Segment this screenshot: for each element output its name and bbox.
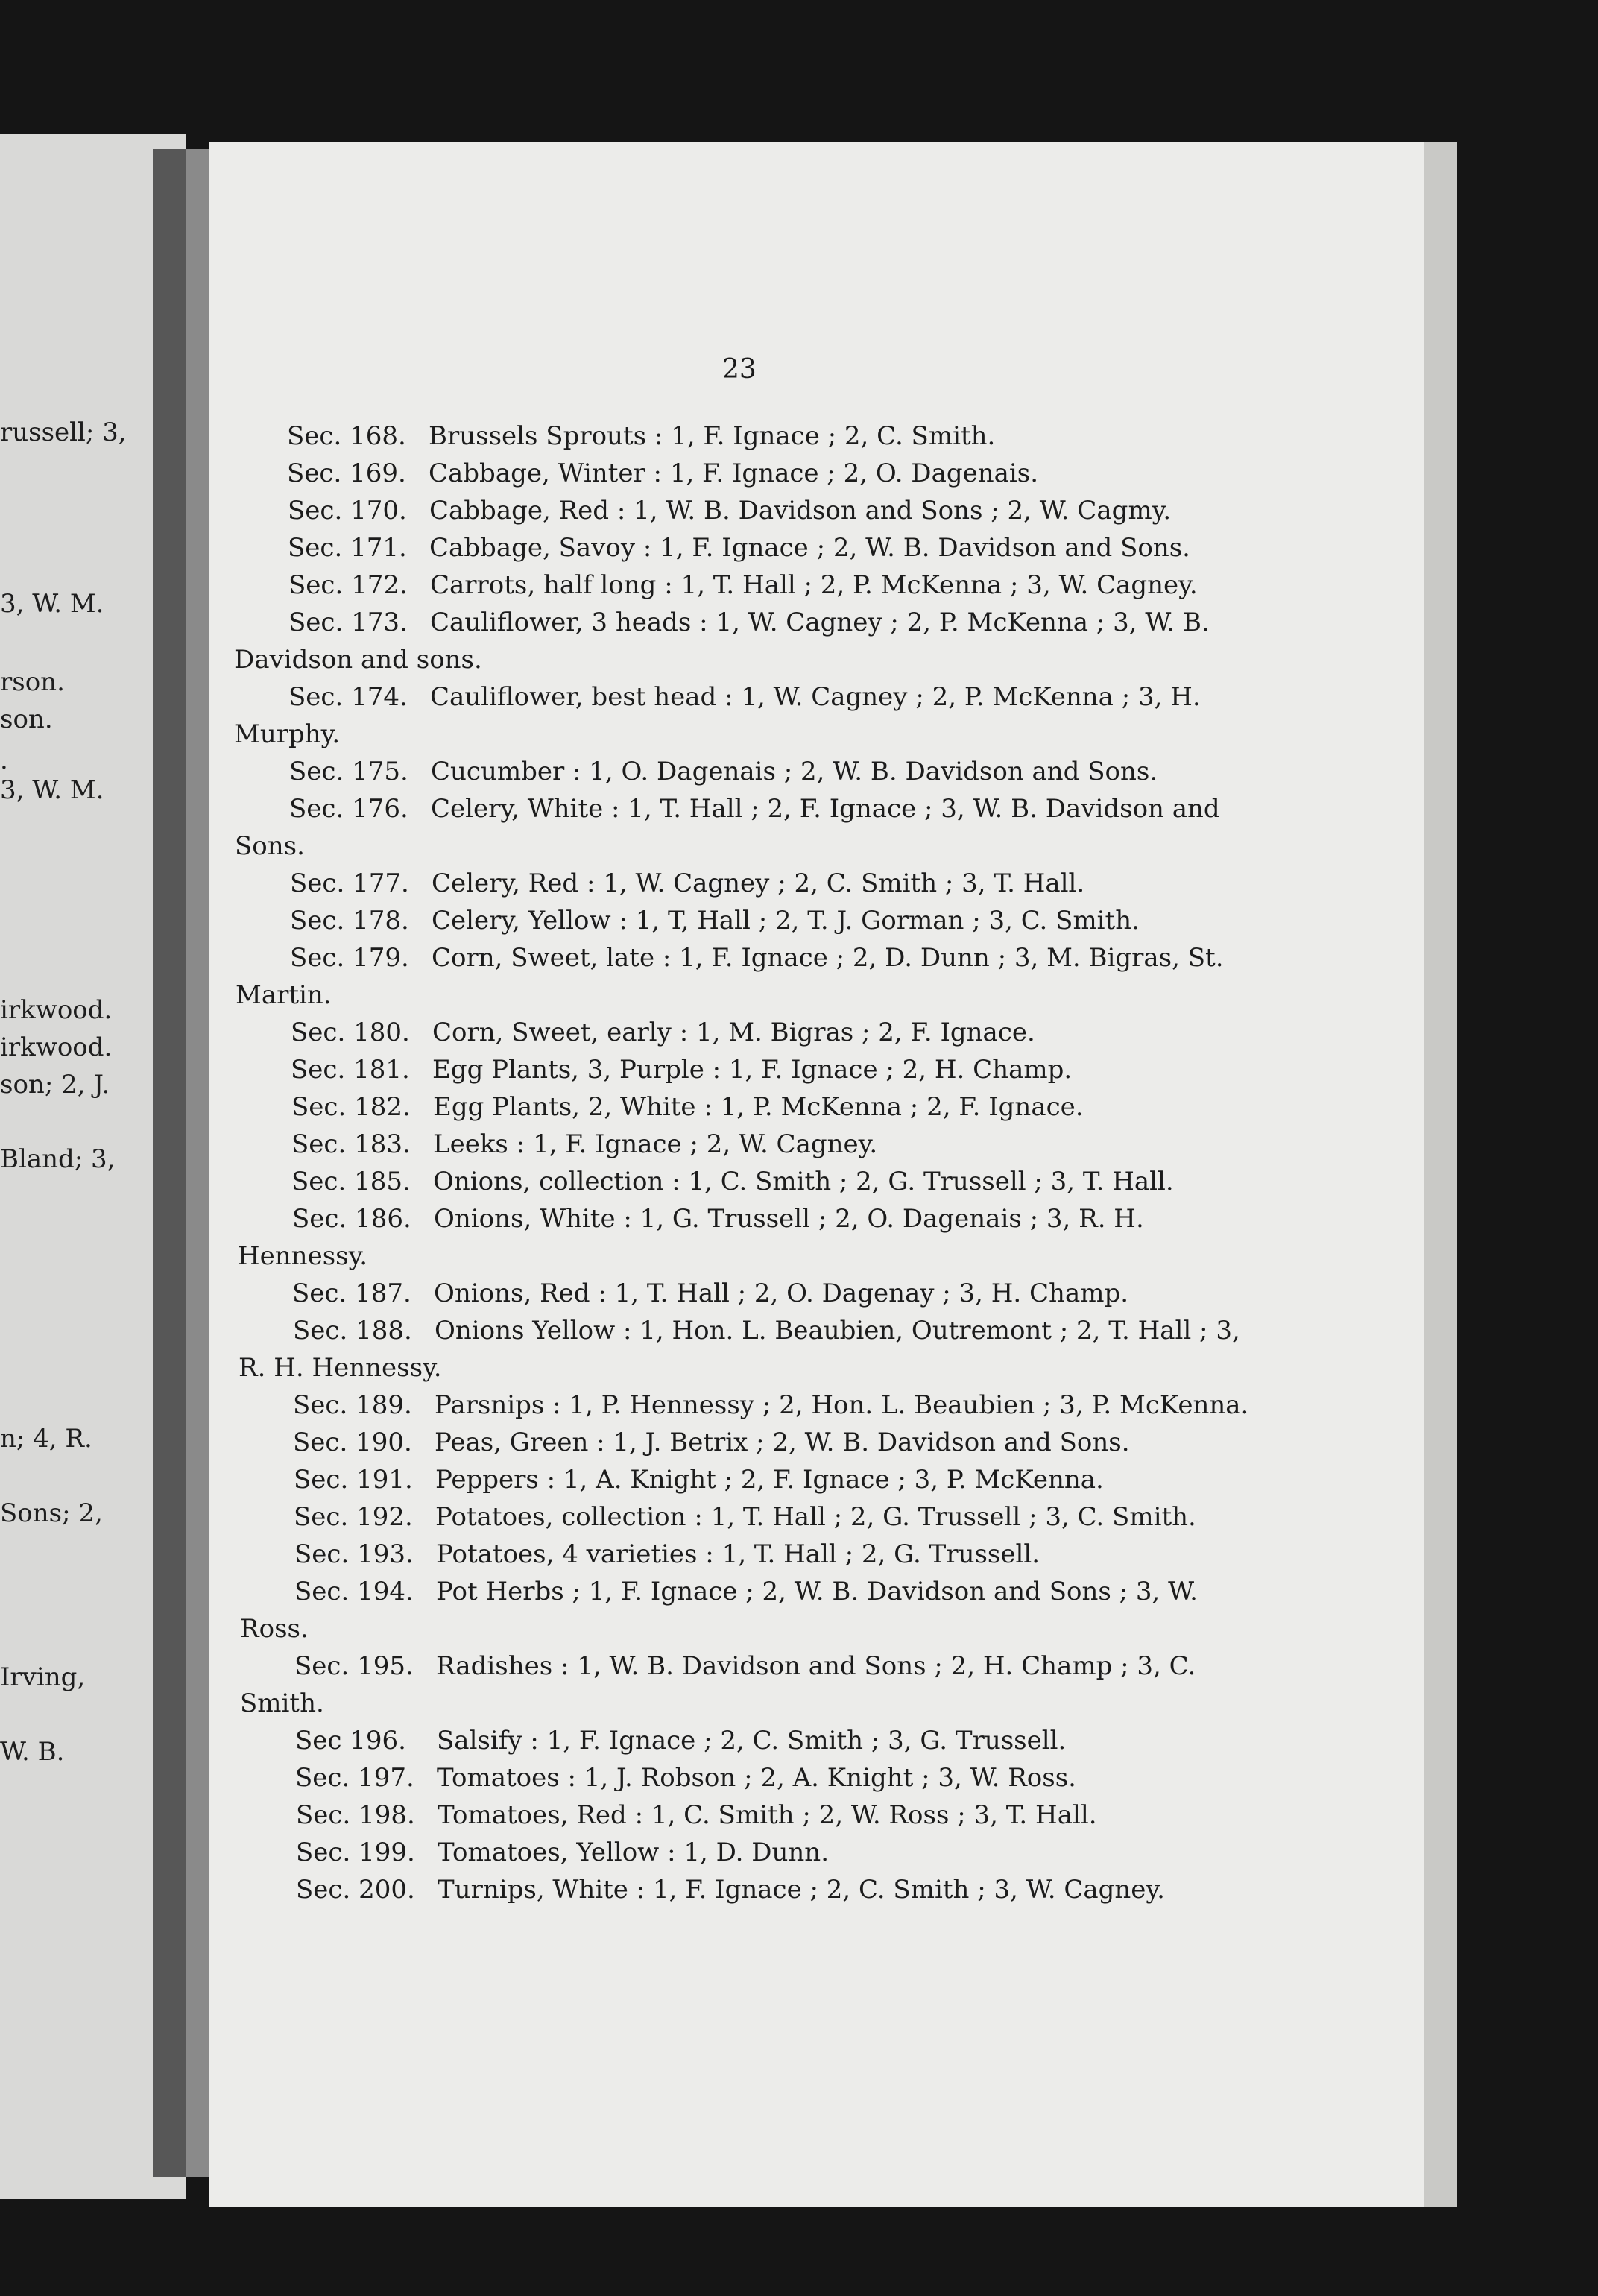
left-page-fragment: Bland; 3, <box>0 1144 116 1174</box>
entry-continuation: Murphy. <box>234 719 341 749</box>
entry-text: Celery, Yellow : 1, T, Hall ; 2, T. J. Gorman ; 3, C. Smith. <box>432 906 1140 936</box>
left-page-fragment: russell; 3, <box>0 417 127 447</box>
entry-continuation: Hennessy. <box>238 1241 368 1271</box>
section-number: Sec. 171. <box>288 533 407 563</box>
section-number: Sec. 191. <box>294 1465 413 1495</box>
entry-text: Cabbage, Savoy : 1, F. Ignace ; 2, W. B. Davidson and Sons. <box>429 533 1190 563</box>
section-number: Sec. 186. <box>292 1204 411 1234</box>
section-number: Sec. 178. <box>290 906 409 936</box>
page-number: 23 <box>722 354 757 385</box>
entry-text: Pot Herbs ; 1, F. Ignace ; 2, W. B. Davidson and Sons ; 3, W. <box>436 1577 1198 1606</box>
left-page-fragment: Irving, <box>0 1662 86 1692</box>
section-number: Sec. 195. <box>294 1651 414 1681</box>
section-number: Sec. 169. <box>287 458 406 488</box>
section-number: Sec. 194. <box>294 1577 414 1606</box>
section-number: Sec 196. <box>295 1726 406 1756</box>
entry-text: Egg Plants, 2, White : 1, P. McKenna ; 2, F. Ignace. <box>433 1092 1084 1122</box>
entry-text: Carrots, half long : 1, T. Hall ; 2, P. McKenna ; 3, W. Cagney. <box>430 570 1198 600</box>
entry-text: Tomatoes : 1, J. Robson ; 2, A. Knight ; 3, W. Ross. <box>437 1763 1076 1793</box>
entry-text: Celery, Red : 1, W. Cagney ; 2, C. Smith ; 3, T. Hall. <box>432 868 1085 898</box>
entry-text: Cabbage, Winter : 1, F. Ignace ; 2, O. Dagenais. <box>429 458 1039 488</box>
entry-text: Potatoes, 4 varieties : 1, T. Hall ; 2, G. Trussell. <box>436 1539 1040 1569</box>
left-page-fragment: n; 4, R. <box>0 1424 92 1454</box>
left-page-fragment: irkwood. <box>0 995 113 1025</box>
section-number: Sec. 197. <box>295 1763 414 1793</box>
section-number: Sec. 193. <box>294 1539 414 1569</box>
left-page-fragment: W. B. <box>0 1737 65 1767</box>
entry-text: Cabbage, Red : 1, W. B. Davidson and Sons ; 2, W. Cagmy. <box>429 496 1172 526</box>
section-number: Sec. 199. <box>296 1838 415 1867</box>
entry-continuation: Martin. <box>236 980 332 1010</box>
entry-text: Peppers : 1, A. Knight ; 2, F. Ignace ; 3, P. McKenna. <box>435 1465 1104 1495</box>
entry-continuation: Sons. <box>235 831 305 861</box>
entry-text: Cauliflower, best head : 1, W. Cagney ; 2, P. McKenna ; 3, H. <box>430 682 1201 712</box>
entry-text: Brussels Sprouts : 1, F. Ignace ; 2, C. Smith. <box>429 421 996 451</box>
page-gutter-inner <box>186 149 209 2177</box>
entry-text: Radishes : 1, W. B. Davidson and Sons ; 2, H. Champ ; 3, C. <box>436 1651 1196 1681</box>
entry-text: Cucumber : 1, O. Dagenais ; 2, W. B. Davidson and Sons. <box>431 757 1158 786</box>
entry-text: Corn, Sweet, late : 1, F. Ignace ; 2, D. Dunn ; 3, M. Bigras, St. <box>432 943 1224 973</box>
entry-text: Celery, White : 1, T. Hall ; 2, F. Ignace ; 3, W. B. Davidson and <box>431 794 1220 824</box>
section-number: Sec. 181. <box>291 1055 410 1085</box>
entry-continuation: Smith. <box>240 1688 324 1718</box>
section-number: Sec. 180. <box>291 1018 410 1047</box>
section-number: Sec. 192. <box>294 1502 413 1532</box>
entry-continuation: R. H. Hennessy. <box>239 1353 442 1383</box>
entry-text: Salsify : 1, F. Ignace ; 2, C. Smith ; 3, G. Trussell. <box>437 1726 1067 1756</box>
entry-text: Potatoes, collection : 1, T. Hall ; 2, G. Trussell ; 3, C. Smith. <box>435 1502 1196 1532</box>
left-page-fragment: 3, W. M. <box>0 775 104 805</box>
section-number: Sec. 176. <box>289 794 408 824</box>
entry-text: Corn, Sweet, early : 1, M. Bigras ; 2, F. Ignace. <box>432 1018 1035 1047</box>
left-page-fragment: 3, W. M. <box>0 589 104 619</box>
section-number: Sec. 190. <box>293 1428 412 1457</box>
entry-text: Egg Plants, 3, Purple : 1, F. Ignace ; 2, H. Champ. <box>432 1055 1073 1085</box>
entry-continuation: Ross. <box>240 1614 309 1644</box>
entry-text: Onions Yellow : 1, Hon. L. Beaubien, Outremont ; 2, T. Hall ; 3, <box>435 1316 1240 1346</box>
section-number: Sec. 179. <box>290 943 409 973</box>
left-page-fragment: irkwood. <box>0 1032 113 1062</box>
entry-text: Tomatoes, Red : 1, C. Smith ; 2, W. Ross ; 3, T. Hall. <box>438 1800 1097 1830</box>
page-edge-shadow <box>1424 142 1457 2207</box>
entry-continuation: Davidson and sons. <box>234 645 482 675</box>
entry-text: Cauliflower, 3 heads : 1, W. Cagney ; 2, P. McKenna ; 3, W. B. <box>430 608 1210 637</box>
left-page-fragment: son; 2, J. <box>0 1070 110 1100</box>
section-number: Sec. 174. <box>288 682 408 712</box>
section-number: Sec. 173. <box>288 608 408 637</box>
section-number: Sec. 189. <box>293 1390 412 1420</box>
entry-text: Onions, Red : 1, T. Hall ; 2, O. Dagenay ; 3, H. Champ. <box>434 1278 1129 1308</box>
section-number: Sec. 168. <box>287 421 406 451</box>
section-number: Sec. 198. <box>296 1800 415 1830</box>
section-number: Sec. 172. <box>288 570 408 600</box>
left-page-fragment: rson. <box>0 667 65 697</box>
section-number: Sec. 200. <box>296 1875 415 1905</box>
section-number: Sec. 188. <box>293 1316 412 1346</box>
section-number: Sec. 182. <box>291 1092 411 1122</box>
entry-text: Leeks : 1, F. Ignace ; 2, W. Cagney. <box>433 1129 878 1159</box>
entry-text: Parsnips : 1, P. Hennessy ; 2, Hon. L. Beaubien ; 3, P. McKenna. <box>435 1390 1249 1420</box>
left-page-fragment: . <box>0 745 8 775</box>
entry-text: Tomatoes, Yellow : 1, D. Dunn. <box>438 1838 830 1867</box>
left-page-fragment: Sons; 2, <box>0 1498 103 1528</box>
left-page-fragment: son. <box>0 704 53 734</box>
section-number: Sec. 185. <box>291 1167 411 1196</box>
entry-text: Onions, collection : 1, C. Smith ; 2, G. Trussell ; 3, T. Hall. <box>433 1167 1174 1196</box>
entry-text: Onions, White : 1, G. Trussell ; 2, O. Dagenais ; 3, R. H. <box>434 1204 1144 1234</box>
section-number: Sec. 177. <box>290 868 409 898</box>
section-number: Sec. 183. <box>291 1129 411 1159</box>
section-number: Sec. 175. <box>289 757 408 786</box>
entry-text: Peas, Green : 1, J. Betrix ; 2, W. B. Davidson and Sons. <box>435 1428 1130 1457</box>
entry-text: Turnips, White : 1, F. Ignace ; 2, C. Smith ; 3, W. Cagney. <box>438 1875 1165 1905</box>
section-number: Sec. 170. <box>288 496 407 526</box>
section-number: Sec. 187. <box>292 1278 411 1308</box>
